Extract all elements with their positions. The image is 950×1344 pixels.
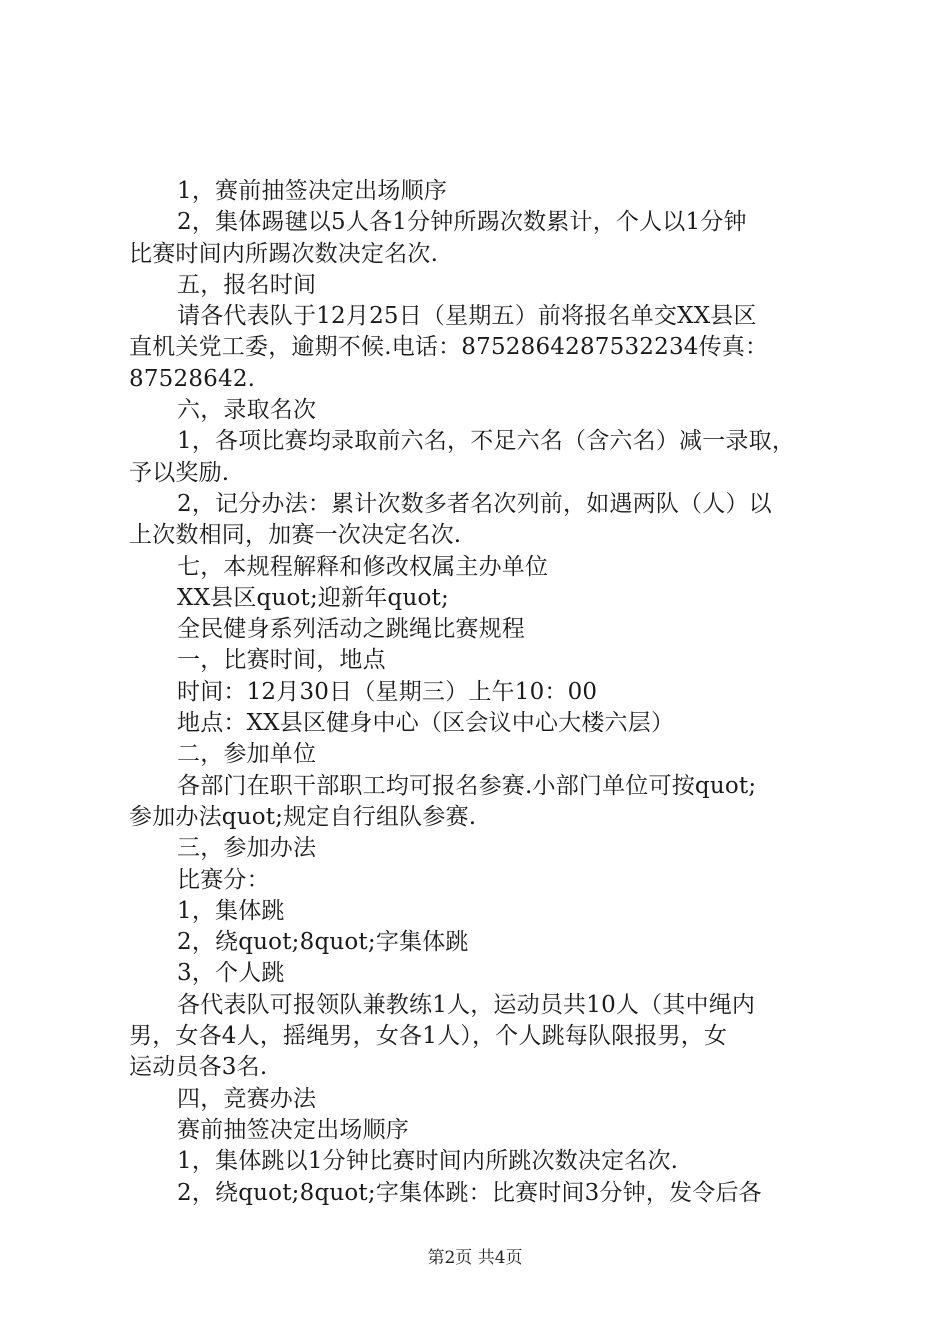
paragraph-line: 1，赛前抽签决定出场顺序 [177,178,448,204]
paragraph-line: 予以奖励. [129,459,230,486]
paragraph-line: 各代表队可报领队兼教练1人，运动员共10人（其中绳内 [177,991,756,1018]
paragraph-line: 直机关党工委，逾期不候.电话：8752864287532234传真： [129,334,769,361]
document-title-line: XX县区quot;迎新年quot; [177,584,449,611]
paragraph-line: 时间：12月30日（星期三）上午10：00 [177,678,598,705]
section-heading: 六，录取名次 [177,397,317,424]
paragraph-line: 请各代表队于12月25日（星期五）前将报名单交XX县区 [177,303,757,330]
paragraph-line: 2，绕quot;8quot;字集体跳：比赛时间3分钟，发令后各 [177,1179,762,1206]
paragraph-line: 运动员各3名. [129,1054,268,1081]
paragraph-line: 1，集体跳以1分钟比赛时间内所跳次数决定名次. [177,1148,679,1175]
paragraph-line: 各部门在职干部职工均可报名参赛.小部门单位可按quot; [177,772,757,799]
paragraph-line: 87528642. [129,365,256,392]
paragraph-line: 2，记分办法：累计次数多者名次列前，如遇两队（人）以 [177,490,772,517]
paragraph-line: 比赛时间内所踢次数决定名次. [129,240,439,267]
paragraph-line: 2，集体踢毽以5人各1分钟所踢次数累计，个人以1分钟 [177,209,747,236]
paragraph-line: 男，女各4人，摇绳男，女各1人），个人跳每队限报男，女 [129,1023,728,1050]
paragraph-line: 上次数相同，加赛一次决定名次. [129,522,462,549]
paragraph-line: 参加办法quot;规定自行组队参赛. [129,803,477,830]
paragraph-line: 赛前抽签决定出场顺序 [177,1116,409,1143]
list-item: 3，个人跳 [177,960,285,987]
section-heading: 四，竞赛办法 [177,1085,317,1112]
paragraph-line: 比赛分： [177,866,270,893]
section-heading: 三，参加办法 [177,835,317,862]
document-body [129,176,835,1209]
section-heading: 七，本规程解释和修改权属主办单位 [177,553,549,580]
page-number-footer: 第2页 共4页 [427,1248,523,1268]
paragraph-line: 地点：XX县区健身中心（区会议中心大楼六层） [177,710,675,737]
list-item: 1，集体跳 [177,897,285,924]
section-heading: 一，比赛时间，地点 [177,647,386,674]
paragraph-line: 1，各项比赛均录取前六名，不足六名（含六名）减一录取， [177,428,796,455]
list-item: 2，绕quot;8quot;字集体跳 [177,929,469,956]
document-title-line: 全民健身系列活动之跳绳比赛规程 [177,616,525,643]
section-heading: 五，报名时间 [177,271,317,298]
section-heading: 二，参加单位 [177,741,317,768]
